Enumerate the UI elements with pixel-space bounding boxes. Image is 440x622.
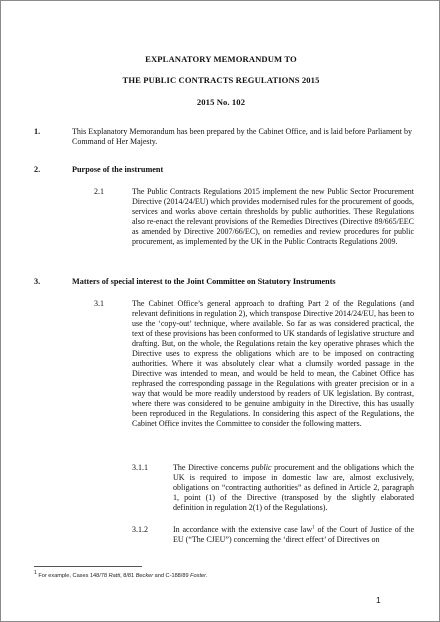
para-3-1-2-number: 3.1.2 (132, 525, 148, 534)
footnote: $^1$ For example, Cases 148/78 Ratti, 8/81 Becker and C-188/89 Foster. (34, 570, 208, 579)
para-3-1-2-text: In accordance with the extensive case law$^1$ of the Court of Justice of the EU (“The CJEU”) concerning the ‘direct effect’ of Directives on (173, 525, 414, 544)
section-3-number: 3. (34, 277, 41, 286)
para-3-1-1-number: 3.1.1 (132, 463, 148, 472)
para-3-1-1-text: The Directive concerns public procurement and the obligations which the UK is required to impose in domestic law are, almost exclusively, obligations on “contracting authorities” as defined in Article 2, paragraph 1, point (1) of the Directive (transposed by the slightly elaborated definition in regulation 2(1) of the Regulations). (173, 463, 414, 512)
footnote-separator (34, 566, 142, 567)
para-2-1-number: 2.1 (94, 187, 104, 196)
page-number: 1 (376, 595, 381, 605)
footnote-reference[interactable]: 1 (312, 525, 315, 531)
section-1-number: 1. (34, 127, 41, 136)
para-2-1-text: The Public Contracts Regulations 2015 implement the new Public Sector Procurement Directive (2014/24/EU) which provides modernised rules for the procurement of goods, services and works above certain thresholds by public authorities. These Regulations also re-enact the relevant provisions of the Remedies Directives (Directive 89/665/EEC as amended by Directive 2007/66/EC), on remedies and review procedures for public procurement, as implemented by the UK in the Public Contracts Regulations 2009. (132, 187, 414, 246)
section-1-text: This Explanatory Memorandum has been prepared by the Cabinet Office, and is laid before Parliament by Command of Her Majesty. (72, 127, 412, 146)
para-3-1-number: 3.1 (94, 299, 104, 308)
section-2-heading: Purpose of the instrument (72, 165, 164, 174)
instrument-number: 2015 No. 102 (196, 97, 246, 107)
section-3-heading: Matters of special interest to the Joint Committee on Statutory Instruments (72, 277, 336, 286)
regulations-title: THE PUBLIC CONTRACTS REGULATIONS 2015 (122, 75, 320, 85)
memorandum-title: EXPLANATORY MEMORANDUM TO (145, 54, 297, 64)
section-2-number: 2. (34, 165, 41, 174)
para-3-1-text: The Cabinet Office’s general approach to drafting Part 2 of the Regulations (and relevant definitions in regulation 2), which transpose Directive 2014/24/EU, has been to use the ‘copy-out’ technique, where available. So far as was considered practical, the text of these provisions has been conformed to UK standards of legislative structure and drafting. But, on the whole, the Regulations retain the key operative phrases which the Directive uses to express the obligations which are to be imposed on contracting authorities. Where it was absolutely clear what a clumsily worded passage in the Directive was intended to mean, and would be held to mean, the Cabinet Office has rephrased the corresponding passage in the Regulations with greater precision or in a way that would be more readily understood by readers of UK legislation. By contrast, where there was considered to be genuine ambiguity in the Directive, this has usually been reproduced in the Regulations. In considering this aspect of the Regulations, the Cabinet Office invites the Committee to consider the following matters. (132, 299, 414, 428)
footnote-marker: 1 (34, 570, 37, 577)
emphasis-public: public (251, 463, 272, 472)
